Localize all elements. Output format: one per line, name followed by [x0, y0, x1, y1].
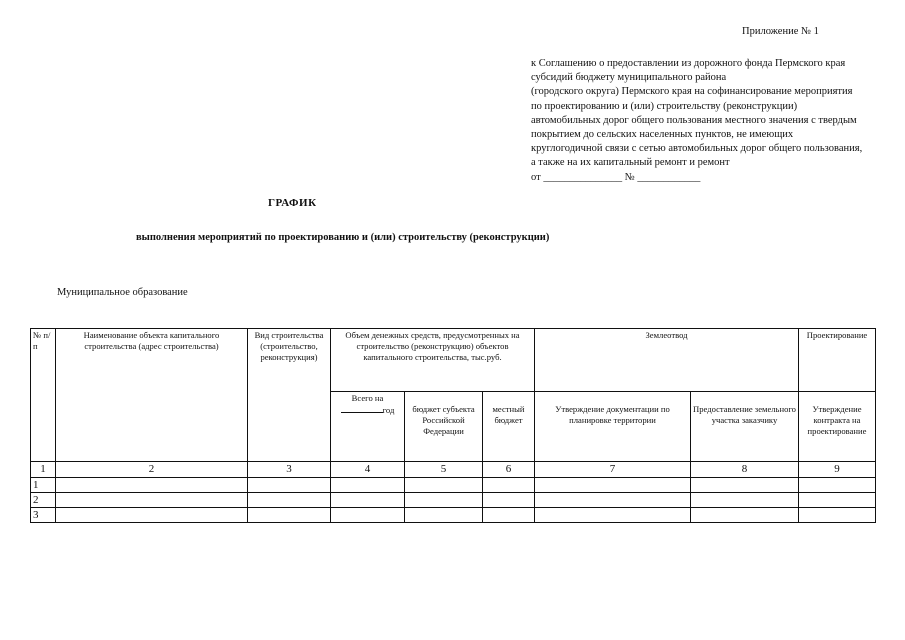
- column-number: 3: [248, 462, 331, 478]
- table-row: [31, 508, 876, 523]
- table-cell: [691, 493, 799, 508]
- table-cell: [56, 493, 248, 508]
- column-number: 7: [535, 462, 691, 478]
- table-cell: [331, 478, 405, 493]
- table-cell: [799, 493, 876, 508]
- schedule-table: [30, 328, 876, 523]
- header-land-provision: Предоставление земельного участка заказчику: [691, 392, 799, 462]
- header-total-suffix: год: [382, 405, 395, 415]
- column-number: 4: [331, 462, 405, 478]
- header-construction-type: Вид строительства (строительство, реконструкция): [248, 329, 331, 462]
- agreement-line: автомобильных дорог общего пользования местного значения с твердым: [531, 114, 857, 126]
- agreement-line: субсидий бюджету муниципального района: [531, 72, 727, 84]
- agreement-line: круглогодичной связи с сетью автомобильных дорог общего пользования,: [531, 143, 863, 155]
- agreement-date-number-line: от _______________ № ____________: [531, 171, 701, 183]
- agreement-line: а также на их капитальный ремонт и ремонт: [531, 157, 730, 169]
- row-number: 3: [31, 508, 56, 523]
- table-cell: [483, 508, 535, 523]
- appendix-label: Приложение № 1: [742, 26, 819, 37]
- year-blank-line: [341, 404, 383, 413]
- header-contract-approval: Утверждение контракта на проектирование: [799, 392, 876, 462]
- table-cell: [799, 508, 876, 523]
- municipality-label: Муниципальное образование: [57, 287, 188, 298]
- table-cell: [691, 478, 799, 493]
- table-cell: [331, 493, 405, 508]
- table-cell: [248, 508, 331, 523]
- column-number: 9: [799, 462, 876, 478]
- column-number: 5: [405, 462, 483, 478]
- header-doc-approval: Утверждение документации по планировке территории: [535, 392, 691, 462]
- table-cell: [535, 493, 691, 508]
- row-number: 2: [31, 493, 56, 508]
- agreement-reference: [531, 57, 891, 185]
- agreement-line: по проектированию и (или) строительству (реконструкции): [531, 100, 798, 112]
- table-cell: [483, 478, 535, 493]
- table-row: [31, 478, 876, 493]
- table-cell: [483, 493, 535, 508]
- agreement-line: к Соглашению о предоставлении из дорожного фонда Пермского края: [531, 58, 846, 69]
- table-cell: [799, 478, 876, 493]
- header-design: Проектирование: [799, 329, 876, 392]
- table-cell: [691, 508, 799, 523]
- header-regional-budget: бюджет субъекта Российской Федерации: [405, 392, 483, 462]
- table-cell: [56, 508, 248, 523]
- column-number: 6: [483, 462, 535, 478]
- header-object-name: Наименование объекта капитального строительства (адрес строительства): [56, 329, 248, 462]
- table-cell: [248, 493, 331, 508]
- table-cell: [535, 478, 691, 493]
- header-num: № п/п: [31, 329, 56, 462]
- header-local-budget: местный бюджет: [483, 392, 535, 462]
- table-cell: [405, 478, 483, 493]
- column-number: 2: [56, 462, 248, 478]
- agreement-line: покрытием до сельских населенных пунктов, не имеющих: [531, 129, 794, 141]
- row-number: 1: [31, 478, 56, 493]
- header-total-prefix: Всего на: [351, 393, 384, 403]
- table-cell: [56, 478, 248, 493]
- table-cell: [535, 508, 691, 523]
- table-cell: [405, 508, 483, 523]
- column-number: 8: [691, 462, 799, 478]
- document-subtitle: выполнения мероприятий по проектированию и (или) строительству (реконструкции): [136, 232, 550, 243]
- header-land-allotment: Землеотвод: [535, 329, 799, 392]
- agreement-line: (городского округа) Пермского края на софинансирование мероприятия: [531, 86, 853, 98]
- table-cell: [405, 493, 483, 508]
- table-cell: [248, 478, 331, 493]
- table-cell: [331, 508, 405, 523]
- header-total: [331, 392, 405, 462]
- header-funds: Объем денежных средств, предусмотренных на строительство (реконструкцию) объектов капитального строительства, тыс.руб.: [331, 329, 535, 392]
- document-title: ГРАФИК: [268, 197, 317, 209]
- table-row: [31, 493, 876, 508]
- column-number: 1: [31, 462, 56, 478]
